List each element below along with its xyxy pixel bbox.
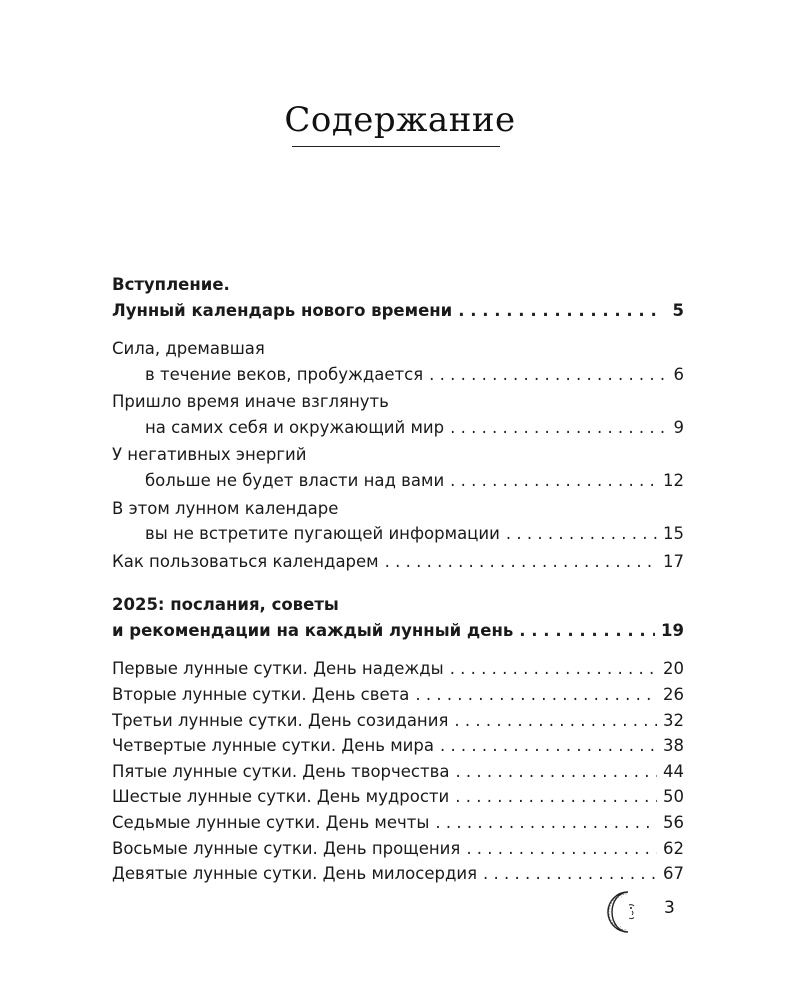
toc-page-number: 32 — [663, 710, 684, 730]
toc-entry-line — [112, 733, 684, 759]
toc-heading-text: 2025: послания, советы — [112, 595, 339, 615]
toc-page-number: 56 — [663, 812, 684, 832]
toc-entry-text: У негативных энергий — [112, 445, 307, 465]
toc-page-number: 62 — [663, 838, 684, 858]
toc-entry-text: Пришло время иначе взглянуть — [112, 392, 389, 412]
toc-entry[interactable] — [112, 549, 684, 575]
toc-entry-line — [112, 521, 684, 547]
toc-heading-line — [112, 592, 684, 618]
toc-heading-text: и рекомендации на каждый лунный день — [112, 621, 514, 641]
toc-entry-text: Первые лунные сутки. День надежды — [112, 659, 444, 679]
leader-dots — [435, 810, 657, 836]
toc-page-number: 67 — [663, 864, 684, 884]
toc-heading-text: Вступление. — [112, 275, 230, 294]
title-underline — [292, 146, 500, 147]
toc-section-heading[interactable] — [112, 272, 684, 324]
toc-entry-text: Пятые лунные сутки. День творчества — [112, 761, 450, 781]
table-of-contents — [112, 272, 684, 887]
toc-entry-text: Шестые лунные сутки. День мудрости — [112, 787, 450, 807]
leader-dots — [519, 618, 655, 644]
toc-heading-line — [112, 618, 684, 644]
toc-entry-text: Седьмые лунные сутки. День мечты — [112, 812, 430, 832]
leader-dots — [440, 733, 657, 759]
toc-entry-text: Вторые лунные сутки. День света — [112, 684, 410, 704]
toc-entry-line — [112, 759, 684, 785]
toc-entry[interactable] — [112, 759, 684, 785]
toc-entry[interactable] — [112, 682, 684, 708]
toc-entry-text: в течение веков, пробуждается — [145, 364, 424, 384]
toc-entry-text: Как пользоваться календарем — [112, 551, 379, 571]
leader-dots — [454, 708, 657, 734]
toc-entry[interactable] — [112, 442, 684, 493]
toc-entry-text: на самих себя и окружающий мир — [145, 417, 445, 437]
toc-section-heading[interactable] — [112, 592, 684, 644]
leader-dots — [450, 468, 657, 494]
leader-dots — [450, 656, 657, 682]
toc-heading-text: Лунный календарь нового времени — [112, 301, 453, 320]
toc-page-number: 5 — [672, 301, 684, 320]
toc-entry[interactable] — [112, 708, 684, 734]
toc-entry-line — [112, 496, 684, 522]
toc-entry-text: вы не встретите пугающей информации — [145, 524, 500, 544]
leader-dots — [466, 836, 657, 862]
leader-dots — [506, 521, 657, 547]
leader-dots — [455, 759, 657, 785]
toc-page-number: 26 — [663, 684, 684, 704]
toc-entry-line — [112, 362, 684, 388]
toc-entry-line — [112, 442, 684, 468]
toc-entry-line — [112, 836, 684, 862]
toc-entry-line — [112, 336, 684, 362]
toc-entry[interactable] — [112, 784, 684, 810]
toc-entry[interactable] — [112, 836, 684, 862]
toc-entry-line — [112, 784, 684, 810]
crescent-moon-face-icon — [598, 888, 646, 936]
toc-entry-text: Восьмые лунные сутки. День прощения — [112, 838, 461, 858]
toc-entry-text: больше не будет власти над вами — [145, 470, 445, 490]
toc-entry-line — [112, 656, 684, 682]
toc-entry-line — [112, 810, 684, 836]
toc-entry[interactable] — [112, 389, 684, 440]
toc-page-number: 20 — [663, 659, 684, 679]
toc-entry-text: В этом лунном календаре — [112, 498, 339, 518]
toc-entry-line — [112, 389, 684, 415]
toc-page-number: 44 — [663, 761, 684, 781]
toc-entry-line — [112, 861, 684, 887]
toc-entry[interactable] — [112, 733, 684, 759]
toc-entry-line — [112, 468, 684, 494]
leader-dots — [458, 298, 664, 324]
toc-entry-text: Сила, дремавшая — [112, 339, 265, 358]
toc-entry-line — [112, 708, 684, 734]
toc-entry-text: Девятые лунные сутки. День милосердия — [112, 864, 478, 884]
leader-dots — [429, 362, 664, 388]
toc-heading-line — [112, 272, 684, 298]
leader-dots — [385, 549, 657, 575]
toc-page-number: 38 — [663, 736, 684, 756]
toc-heading-line — [112, 298, 684, 324]
toc-page-number: 19 — [661, 621, 684, 641]
leader-dots — [483, 861, 657, 887]
toc-entry-text: Третьи лунные сутки. День созидания — [112, 710, 449, 730]
page-number: 3 — [664, 898, 675, 918]
toc-entry-text: Четвертые лунные сутки. День мира — [112, 736, 434, 756]
toc-entry-line — [112, 682, 684, 708]
toc-page-number: 17 — [663, 551, 684, 571]
toc-entry-line — [112, 549, 684, 575]
toc-page-number: 6 — [673, 364, 684, 384]
toc-entry[interactable] — [112, 810, 684, 836]
toc-page-number: 12 — [663, 470, 684, 490]
toc-entry[interactable] — [112, 496, 684, 547]
toc-entry[interactable] — [112, 656, 684, 682]
leader-dots — [450, 415, 664, 441]
toc-entry-line — [112, 415, 684, 441]
leader-dots — [415, 682, 657, 708]
toc-entry[interactable] — [112, 861, 684, 887]
toc-page-number: 15 — [663, 524, 684, 544]
toc-entry[interactable] — [112, 336, 684, 387]
toc-page-number: 50 — [663, 787, 684, 807]
toc-page-number: 9 — [673, 417, 684, 437]
page-title: Содержание — [284, 100, 516, 140]
leader-dots — [455, 784, 657, 810]
